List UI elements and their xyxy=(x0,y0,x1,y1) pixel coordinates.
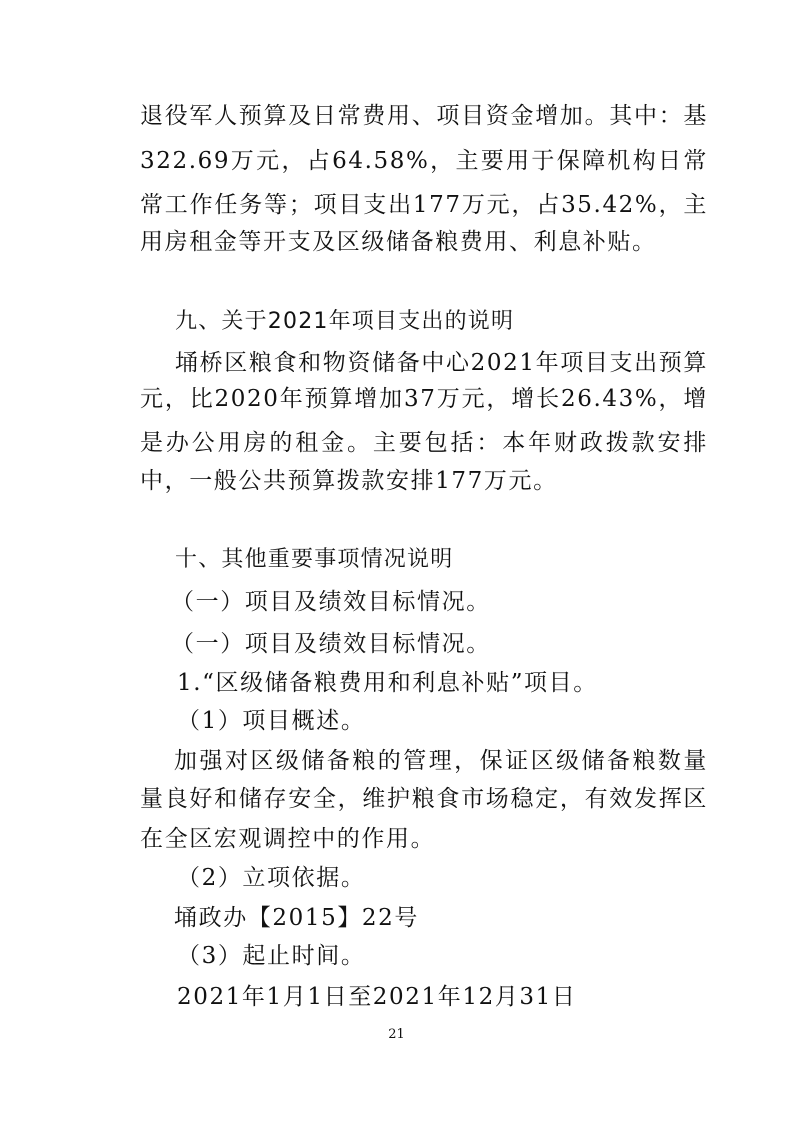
paragraph-line: 埇桥区粮食和物资储备中心2021年项目支出预算 xyxy=(175,350,708,376)
paragraph-line: 常工作任务等；项目支出177万元，占35.42%，主 xyxy=(140,192,708,218)
item-subtitle: （2）立项依据。 xyxy=(177,865,366,891)
paragraph-line: 2021年1月1日至2021年12月31日 xyxy=(177,984,577,1010)
paragraph-line: 是办公用房的租金。主要包括：本年财政拨款安排 xyxy=(140,430,708,456)
subsection-title: （一）项目及绩效目标情况。 xyxy=(171,631,491,657)
paragraph-line: 中，一般公共预算拨款安排177万元。 xyxy=(140,468,558,494)
paragraph-line: 退役军人预算及日常费用、项目资金增加。其中：基 xyxy=(140,103,708,129)
paragraph-line: 加强对区级储备粮的管理，保证区级储备粮数量 xyxy=(174,748,708,774)
paragraph-line: 埇政办【2015】22号 xyxy=(174,905,419,931)
paragraph-line: 元，比2020年预算增加37万元，增长26.43%，增 xyxy=(140,386,708,412)
paragraph-line: 用房租金等开支及区级储备粮费用、利息补贴。 xyxy=(140,229,657,255)
item-subtitle: （1）项目概述。 xyxy=(177,708,366,734)
section-heading: 十、其他重要事项情况说明 xyxy=(175,547,454,572)
item-subtitle: （3）起止时间。 xyxy=(177,943,366,969)
paragraph-line: 量良好和储存安全，维护粮食市场稳定，有效发挥区 xyxy=(140,786,708,812)
paragraph-line: 在全区宏观调控中的作用。 xyxy=(140,826,436,852)
section-heading: 九、关于2021年项目支出的说明 xyxy=(175,309,515,334)
paragraph-line: 322.69万元，占64.58%，主要用于保障机构日常 xyxy=(140,148,708,174)
item-title: 1.“区级储备粮费用和利息补贴”项目。 xyxy=(177,670,598,696)
page-number: 21 xyxy=(388,1027,405,1042)
subsection-title: （一）项目及绩效目标情况。 xyxy=(171,589,491,615)
